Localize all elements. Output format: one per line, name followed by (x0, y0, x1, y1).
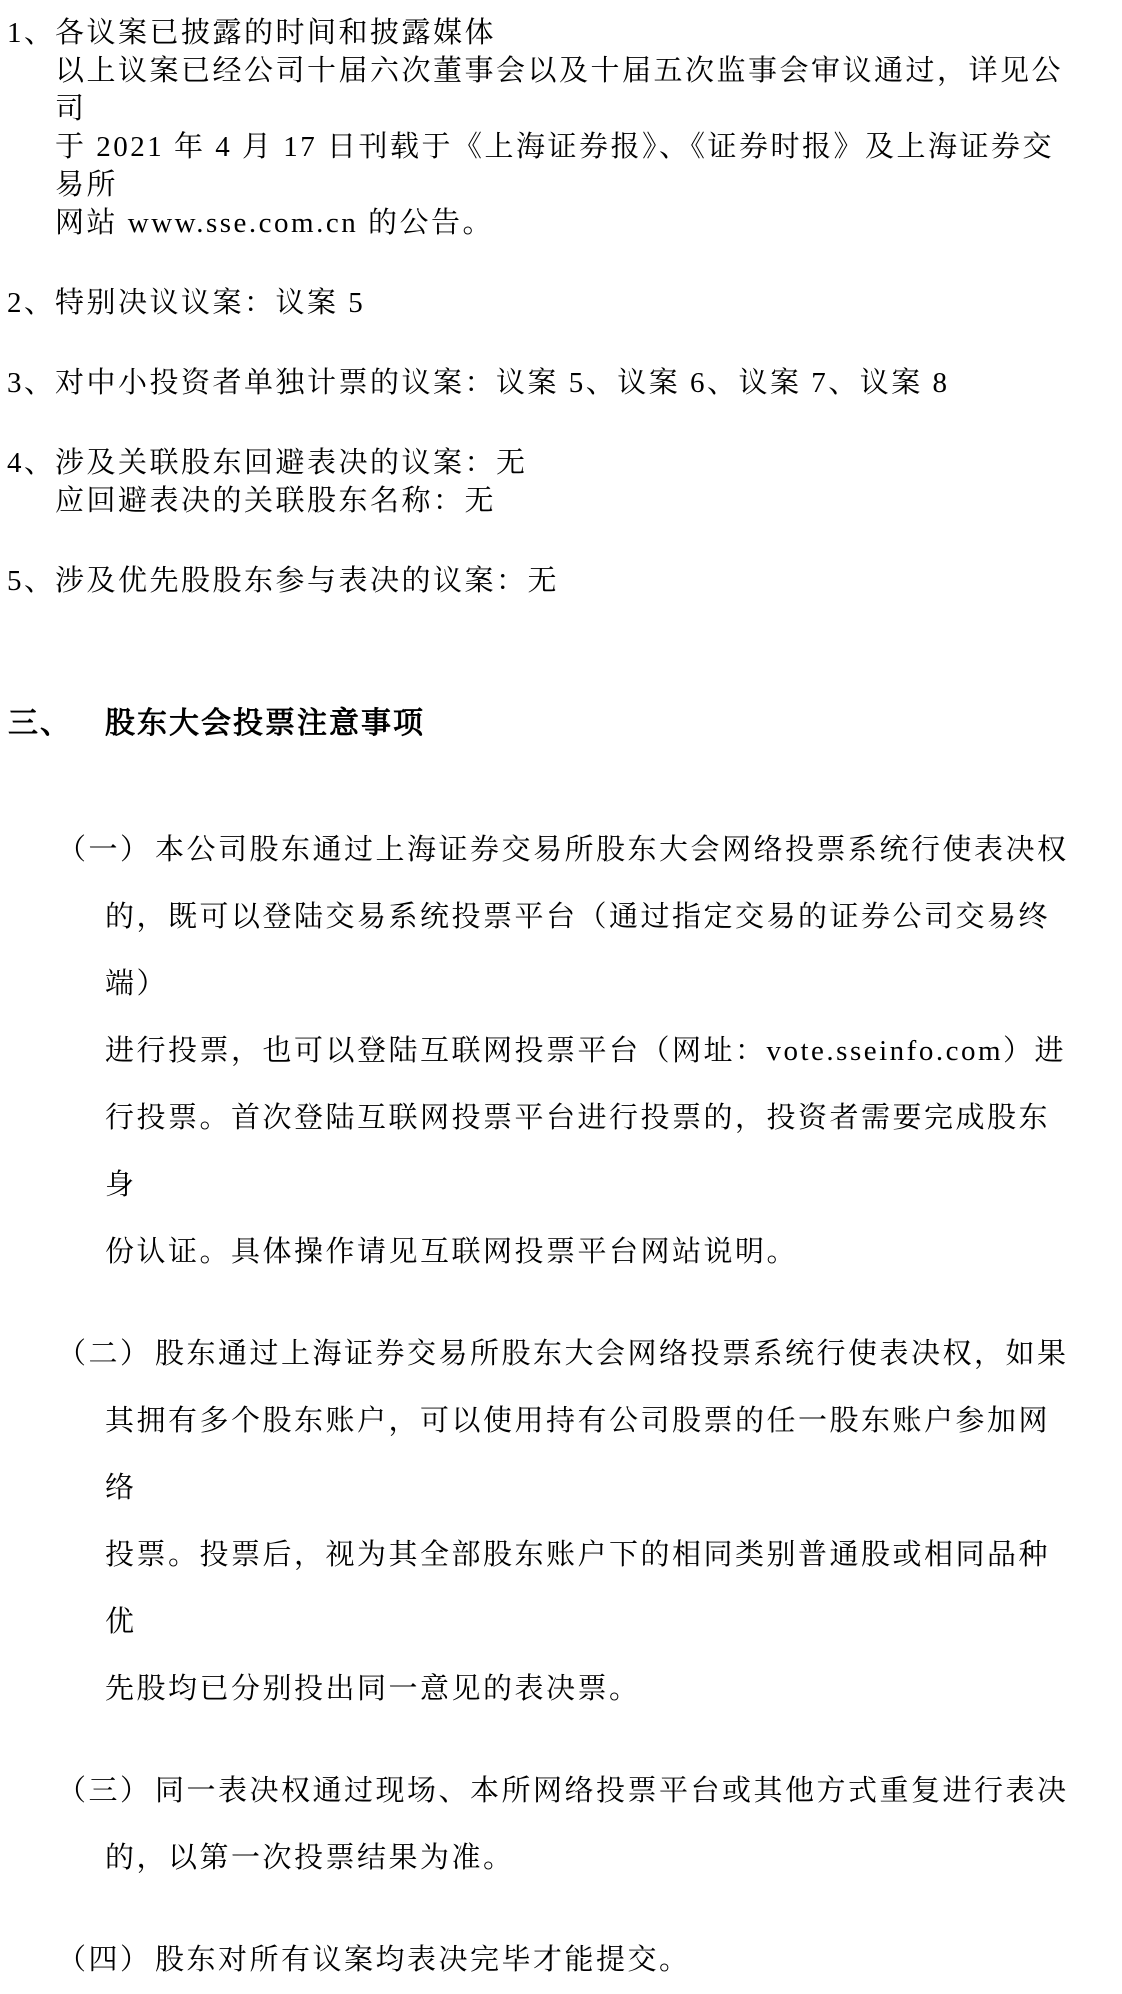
note-marker: （一） (57, 834, 152, 866)
note-paragraph-4 (57, 1927, 1077, 1994)
text-line: 进行投票，也可以登陆互联网投票平台（网址：vote.sseinfo.com）进 (105, 1035, 1067, 1067)
list-item-3 (7, 364, 1077, 402)
text-line: 股东对所有议案均表决完毕才能提交。 (155, 1944, 691, 1976)
list-item-body (55, 14, 1077, 242)
list-marker: 1、 (7, 17, 56, 49)
numbered-list (0, 0, 1122, 600)
text-line: 各议案已披露的时间和披露媒体 (55, 17, 497, 49)
list-marker: 3、 (7, 367, 56, 399)
list-marker: 4、 (7, 447, 56, 479)
text-line: 于 2021 年 4 月 17 日刊载于《上海证券报》、《证券时报》及上海证券交易所 (55, 131, 1055, 201)
text-line: 以上议案已经公司十届六次董事会以及十届五次监事会审议通过，详见公司 (55, 55, 1064, 125)
note-paragraph-2 (57, 1321, 1077, 1723)
list-item-4 (7, 444, 1077, 520)
text-line: 涉及关联股东回避表决的议案：无 (55, 447, 528, 479)
note-marker: （四） (57, 1944, 152, 1976)
note-paragraph-1 (57, 817, 1077, 1286)
list-marker: 2、 (7, 287, 56, 319)
list-item-5 (7, 562, 1077, 600)
list-item-body (55, 562, 1077, 600)
note-marker: （三） (57, 1775, 152, 1807)
list-item-2 (7, 284, 1077, 322)
text-line: 的，以第一次投票结果为准。 (105, 1842, 515, 1874)
text-line: 其拥有多个股东账户，可以使用持有公司股票的任一股东账户参加网络 (105, 1405, 1051, 1504)
text-line: 的，既可以登陆交易系统投票平台（通过指定交易的证券公司交易终端） (105, 901, 1051, 1000)
list-item-body (55, 364, 1077, 402)
text-line: 本公司股东通过上海证券交易所股东大会网络投票系统行使表决权 (155, 834, 1069, 866)
list-item-body (55, 444, 1077, 520)
text-line: 涉及优先股股东参与表决的议案：无 (55, 565, 560, 597)
text-line: 应回避表决的关联股东名称：无 (55, 485, 497, 517)
list-marker: 5、 (7, 565, 56, 597)
list-item-body (55, 284, 1077, 322)
note-paragraph-3 (57, 1758, 1077, 1892)
text-line: 股东通过上海证券交易所股东大会网络投票系统行使表决权，如果 (155, 1338, 1069, 1370)
text-line: 份认证。具体操作请见互联网投票平台网站说明。 (105, 1236, 799, 1268)
list-item-1 (7, 14, 1077, 242)
text-line: 投票。投票后，视为其全部股东账户下的相同类别普通股或相同品种优 (105, 1539, 1051, 1638)
text-line: 同一表决权通过现场、本所网络投票平台或其他方式重复进行表决 (155, 1775, 1069, 1807)
notes-section (0, 817, 1122, 1994)
text-line: 先股均已分别投出同一意见的表决票。 (105, 1673, 641, 1705)
text-line: 特别决议议案：议案 5 (55, 287, 366, 319)
section-heading (0, 706, 1122, 742)
text-line: 网站 www.sse.com.cn 的公告。 (55, 207, 494, 239)
text-line: 行投票。首次登陆互联网投票平台进行投票的，投资者需要完成股东身 (105, 1102, 1051, 1201)
note-marker: （二） (57, 1338, 152, 1370)
section-heading-marker: 三、 (8, 707, 72, 740)
text-line: 对中小投资者单独计票的议案：议案 5、议案 6、议案 7、议案 8 (55, 367, 950, 399)
section-heading-title: 股东大会投票注意事项 (105, 707, 425, 740)
